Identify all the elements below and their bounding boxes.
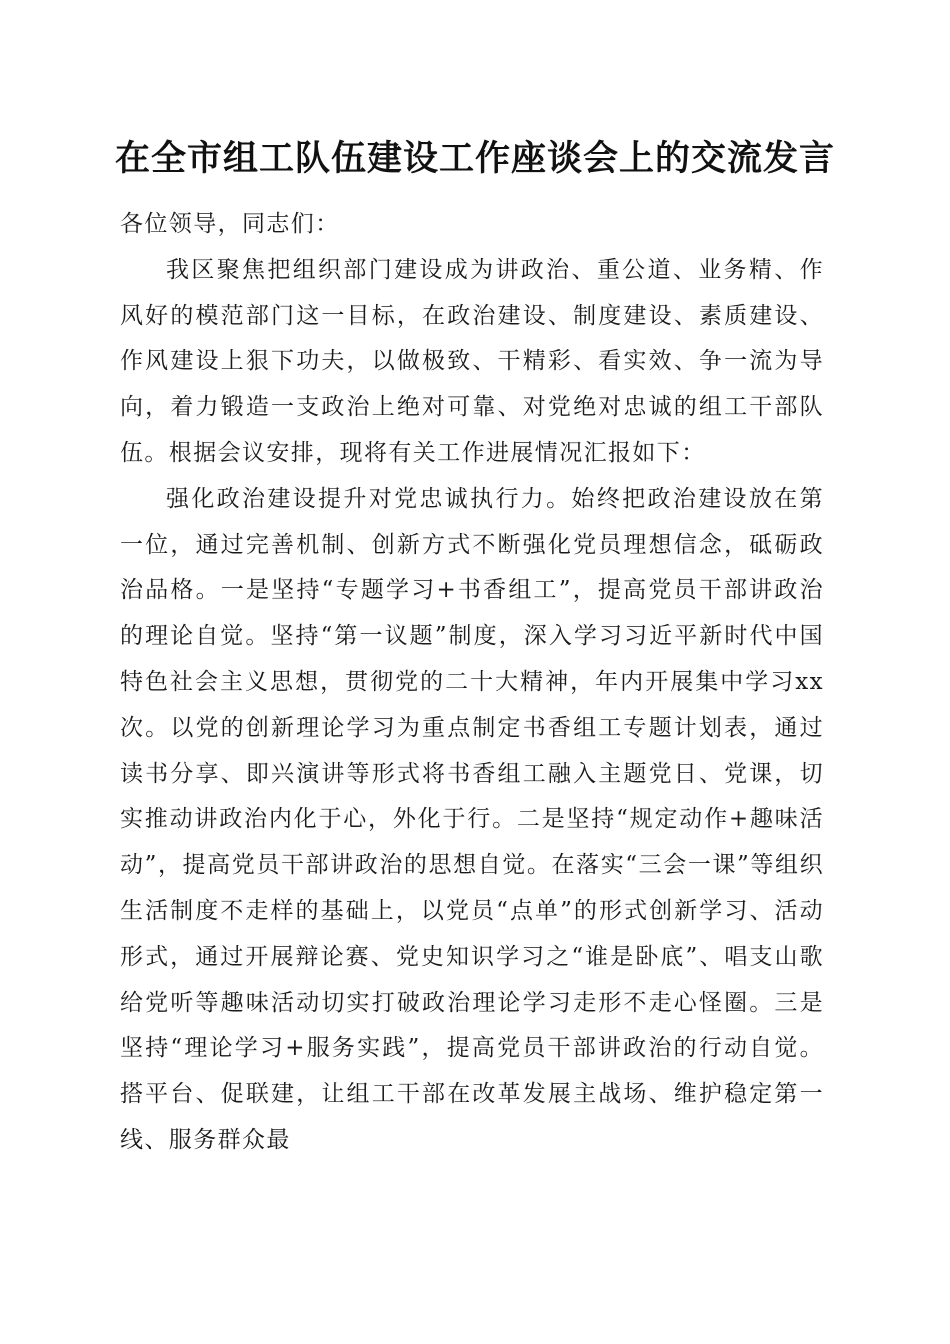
greeting: 各位领导，同志们：	[120, 211, 340, 237]
paragraph: 我区聚焦把组织部门建设成为讲政治、重公道、业务精、作风好的模范部门这一目标，在政治建设、制度建设、素质建设、作风建设上狠下功夫，以做极致、干精彩、看实效、争一流为导向，着力锻造一支政治上绝对可靠、对党绝对忠诚的组工干部队伍。根据会议安排，现将有关工作进展情况汇报如下：	[120, 256, 824, 466]
paragraph: 强化政治建设提升对党忠诚执行力。始终把政治建设放在第一位，通过完善机制、创新方式不断强化党员理想信念，砥砺政治品格。一是坚持“专题学习+书香组工”，提高党员干部讲政治的理论自觉。坚持“第一议题”制度，深入学习习近平新时代中国特色社会主义思想，贯彻党的二十大精神，年内开展集中学习xx次。以党的创新理论学习为重点制定书香组工专题计划表，通过读书分享、即兴演讲等形式将书香组工融入主题党日、党课，切实推动讲政治内化于心，外化于行。二是坚持“规定动作+趣味活动”，提高党员干部讲政治的思想自觉。在落实“三会一课”等组织生活制度不走样的基础上，以党员“点单”的形式创新学习、活动形式，通过开展辩论赛、党史知识学习之“谁是卧底”、唱支山歌给党听等趣味活动切实打破政治理论学习走形不走心怪圈。三是坚持“理论学习+服务实践”，提高党员干部讲政治的行动自觉。搭平台、促联建，让组工干部在改革发展主战场、维护稳定第一线、服务群众最	[120, 485, 824, 1153]
document-body	[120, 202, 824, 1164]
document-title: 在全市组工队伍建设工作座谈会上的交流发言	[114, 138, 835, 179]
